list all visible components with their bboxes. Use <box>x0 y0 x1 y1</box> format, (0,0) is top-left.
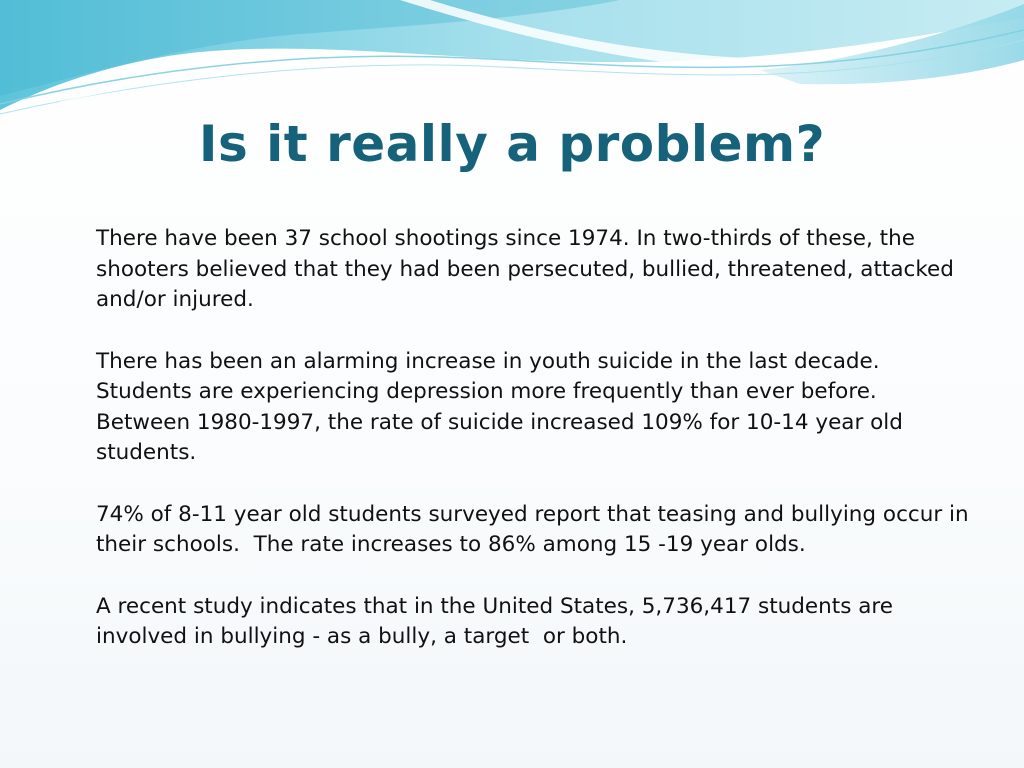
paragraph-recent-study: A recent study indicates that in the United States, 5,736,417 students are involved in bullying - as a bully, a target or both. <box>96 593 900 649</box>
paragraph-school-shootings: There have been 37 school shootings since 1974. In two-thirds of these, the shooters believed that they had been persecuted, bullied, threatened, attacked and/or injured. <box>96 226 961 312</box>
paragraph-teasing-survey: 74% of 8-11 year old students surveyed report that teasing and bullying occur in their schools. The rate increases to 86% among 15 -19 year olds. <box>96 501 976 557</box>
slide-body <box>96 224 976 684</box>
paragraph-youth-suicide: There has been an alarming increase in youth suicide in the last decade. Students are experiencing depression more frequently than ever before. Between 1980-1997, the rate of suicide increased 109% for 10-14 year old students. <box>96 348 910 465</box>
slide-title: Is it really a problem? <box>198 115 826 173</box>
